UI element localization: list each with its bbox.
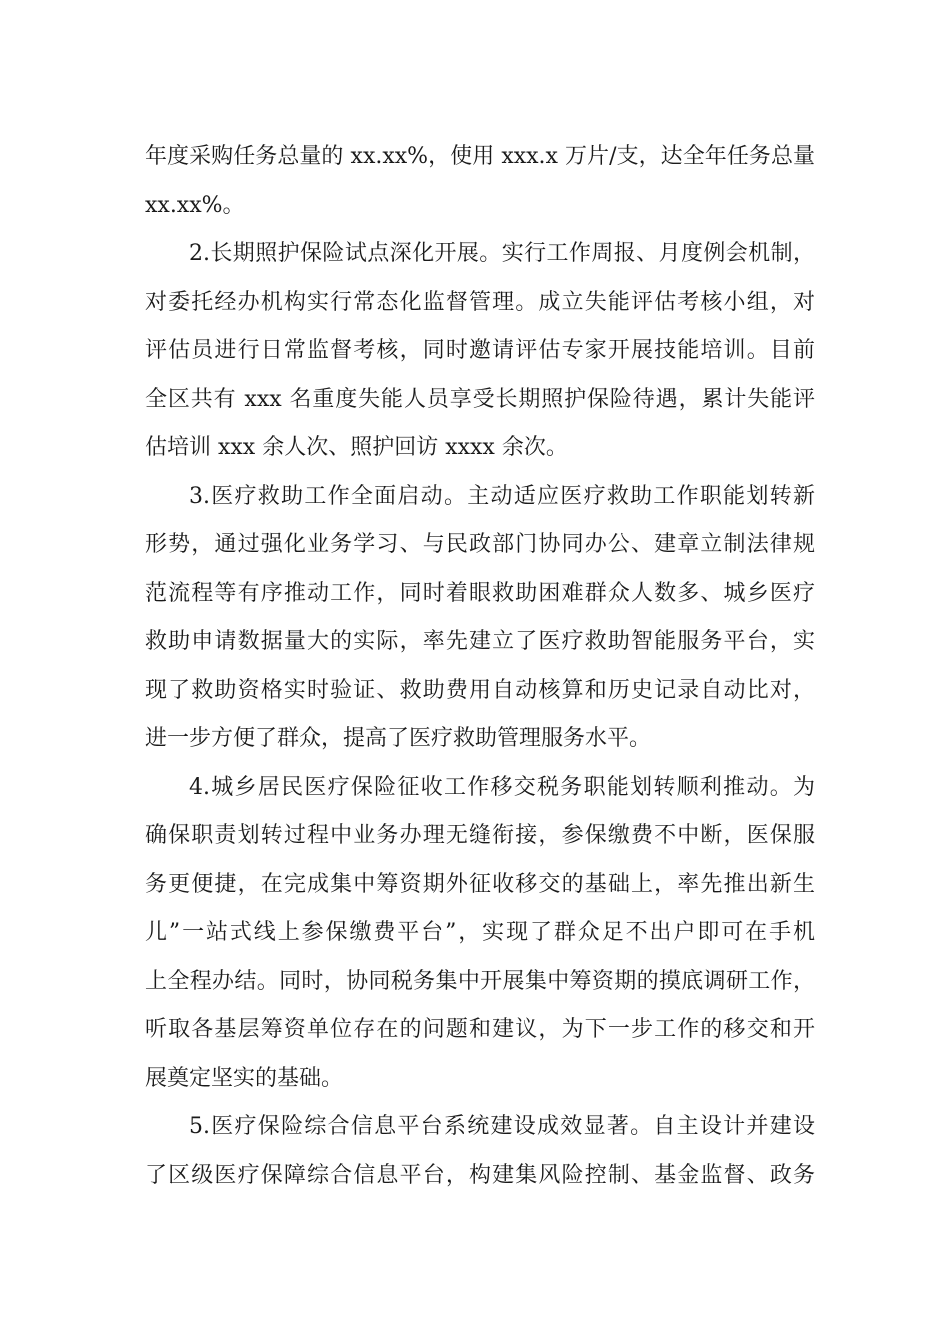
paragraph-continuation <box>145 133 815 230</box>
text-line: 儿”一站式线上参保缴费平台”，实现了群众足不出户即可在手机 <box>145 920 815 945</box>
text-line: 展奠定坚实的基础。 <box>145 1065 344 1091</box>
paragraph-ltc-insurance <box>145 230 815 473</box>
text-line: 务更便捷，在完成集中筹资期外征收移交的基础上，率先推出新生 <box>145 871 815 897</box>
text-line: 评估员进行日常监督考核，同时邀请评估专家开展技能培训。目前 <box>145 338 815 363</box>
text-line: 估培训 xxx 余人次、照护回访 xxxx 余次。 <box>145 435 568 460</box>
paragraph-info-platform <box>145 1103 815 1200</box>
text-line: 确保职责划转过程中业务办理无缝衔接，参保缴费不中断，医保服 <box>145 823 815 848</box>
text-line: 现了救助资格实时验证、救助费用自动核算和历史记录自动比对， <box>145 677 815 703</box>
text-line: 3.医疗救助工作全面启动。主动适应医疗救助工作职能划转新 <box>189 483 815 509</box>
text-line: 对委托经办机构实行常态化监督管理。成立失能评估考核小组，对 <box>145 289 815 315</box>
document-body <box>145 133 815 1200</box>
text-line: 救助申请数据量大的实际，率先建立了医疗救助智能服务平台，实 <box>145 629 815 654</box>
text-line: 了区级医疗保障综合信息平台，构建集风险控制、基金监督、政务 <box>145 1162 815 1188</box>
text-line: 年度采购任务总量的 xx.xx%，使用 xxx.x 万片/支，达全年任务总量 <box>145 144 815 169</box>
text-line: 5.医疗保险综合信息平台系统建设成效显著。自主设计并建设 <box>189 1114 815 1139</box>
text-line: 形势，通过强化业务学习、与民政部门协同办公、建章立制法律规 <box>145 532 815 557</box>
text-line: 4.城乡居民医疗保险征收工作移交税务职能划转顺利推动。为 <box>189 774 815 800</box>
text-line: 上全程办结。同时，协同税务集中开展集中筹资期的摸底调研工作， <box>145 968 815 994</box>
paragraph-medical-assistance <box>145 473 815 764</box>
paragraph-tax-transfer <box>145 764 815 1104</box>
text-line: 2.长期照护保险试点深化开展。实行工作周报、月度例会机制， <box>189 241 815 266</box>
text-line: 进一步方便了群众，提高了医疗救助管理服务水平。 <box>145 726 652 751</box>
text-line: 范流程等有序推动工作，同时着眼救助困难群众人数多、城乡医疗 <box>145 580 815 606</box>
text-line: 全区共有 xxx 名重度失能人员享受长期照护保险待遇，累计失能评 <box>145 386 815 412</box>
text-line: 听取各基层筹资单位存在的问题和建议，为下一步工作的移交和开 <box>145 1017 815 1042</box>
text-line: xx.xx%。 <box>145 192 245 218</box>
